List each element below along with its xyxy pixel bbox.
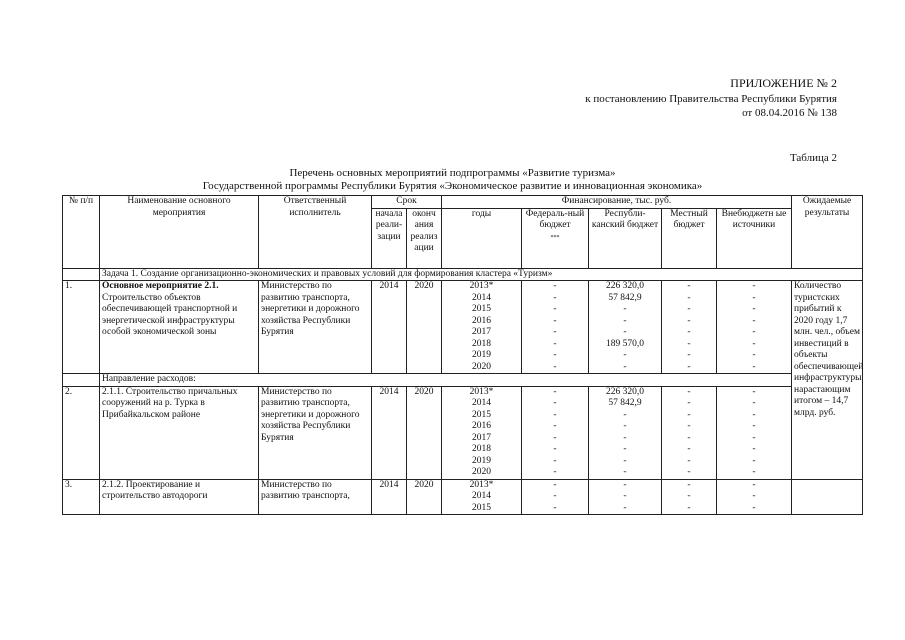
row-offbudget: - [717, 386, 792, 398]
row-offbudget: - [717, 316, 792, 328]
row-federal: - [522, 467, 589, 479]
row-federal: - [522, 456, 589, 468]
row-name-text: 2.1.2. Проектирование и строительство автодороги [102, 479, 208, 501]
row-offbudget: - [717, 293, 792, 305]
row-federal: - [522, 281, 589, 293]
document-title-line1: Перечень основных мероприятий подпрограммы «Развитие туризма» [289, 167, 616, 179]
row-years: 2015 [442, 503, 522, 515]
row-federal: - [522, 304, 589, 316]
col-term: Срок [372, 196, 442, 209]
header-row-1 [63, 196, 863, 209]
row-federal: - [522, 398, 589, 410]
row-years: 2014 [442, 491, 522, 503]
row-offbudget: - [717, 350, 792, 362]
row-offbudget: - [717, 421, 792, 433]
direction-row [63, 374, 863, 387]
federal-note: *** [550, 234, 560, 241]
decree-date: от 08.04.2016 № 138 [742, 107, 837, 119]
table-row [63, 386, 863, 398]
measures-table [62, 195, 863, 515]
expected-result: Количество туристских прибытий к 2020 году 1,7 млн. чел., объем инвестиций в объекты обеспечивающей инфраструктуры нарастающим итогом – 14,7 млрд. руб. [792, 281, 863, 480]
row-years: 2017 [442, 327, 522, 339]
row-republic: - [589, 467, 662, 479]
row-responsible: Министерство по развитию транспорта, [259, 479, 372, 515]
col-end: оконч ания реализ ации [407, 208, 442, 268]
col-result: Ожидаемые результаты [792, 196, 863, 269]
row-republic: - [589, 491, 662, 503]
direction-text: Направление расходов: [100, 374, 792, 387]
row-years: 2017 [442, 433, 522, 445]
row-republic: - [589, 304, 662, 316]
row-local: - [662, 350, 717, 362]
row-local: - [662, 293, 717, 305]
row-republic: - [589, 327, 662, 339]
row-federal: - [522, 479, 589, 491]
row-offbudget: - [717, 444, 792, 456]
row-result-empty [792, 479, 863, 515]
row-years: 2013* [442, 386, 522, 398]
col-start: начала реали-зации [372, 208, 407, 268]
document-title-line2: Государственной программы Республики Бурятия «Экономическое развитие и инновационная экономика» [202, 180, 703, 192]
col-local: Местный бюджет [662, 208, 717, 268]
row-offbudget: - [717, 362, 792, 374]
row-local: - [662, 281, 717, 293]
decree-reference: к постановлению Правительства Республики Бурятия [585, 93, 837, 105]
row-years: 2019 [442, 456, 522, 468]
row-name [100, 479, 259, 515]
row-years: 2015 [442, 304, 522, 316]
task-text: Задача 1. Создание организационно-экономических и правовых условий для формирования кластера «Туризм» [100, 268, 863, 281]
col-federal: Федераль-ный бюджет *** [522, 208, 589, 268]
row-local: - [662, 386, 717, 398]
row-offbudget: - [717, 281, 792, 293]
row-years: 2013* [442, 281, 522, 293]
row-offbudget: - [717, 503, 792, 515]
row-name-bold: Основное мероприятие 2.1. [102, 281, 219, 291]
row-federal: - [522, 386, 589, 398]
row-republic: - [589, 456, 662, 468]
row-offbudget: - [717, 433, 792, 445]
row-years: 2018 [442, 444, 522, 456]
row-years: 2020 [442, 467, 522, 479]
row-offbudget: - [717, 456, 792, 468]
row-responsible: Министерство по развитию транспорта, энергетики и дорожного хозяйства Республики Бурятия [259, 281, 372, 374]
row-offbudget: - [717, 339, 792, 351]
row-offbudget: - [717, 410, 792, 422]
row-start: 2014 [372, 281, 407, 374]
row-end: 2020 [407, 281, 442, 374]
row-republic: 57 842,9 [589, 293, 662, 305]
row-local: - [662, 433, 717, 445]
row-name-text: Строительство объектов обеспечивающей транспортной и энергетической инфраструктуры особой экономической зоны [102, 292, 238, 337]
row-republic: 57 842,9 [589, 398, 662, 410]
row-years: 2016 [442, 421, 522, 433]
row-name-text: 2.1.1. Строительство причальных сооружений на р. Турка в Прибайкальском районе [102, 386, 238, 420]
row-republic: - [589, 410, 662, 422]
row-federal: - [522, 362, 589, 374]
row-federal: - [522, 350, 589, 362]
row-local: - [662, 491, 717, 503]
row-federal: - [522, 503, 589, 515]
row-federal: - [522, 491, 589, 503]
row-local: - [662, 421, 717, 433]
row-offbudget: - [717, 327, 792, 339]
row-years: 2018 [442, 339, 522, 351]
task-row [63, 268, 863, 281]
row-local: - [662, 339, 717, 351]
row-federal: - [522, 444, 589, 456]
row-republic: 189 570,0 [589, 339, 662, 351]
row-republic: - [589, 433, 662, 445]
row-end: 2020 [407, 479, 442, 515]
row-offbudget: - [717, 479, 792, 491]
row-local: - [662, 410, 717, 422]
table-row [63, 479, 863, 491]
row-republic: - [589, 350, 662, 362]
row-republic: - [589, 479, 662, 491]
col-num: № п/п [63, 196, 100, 269]
row-offbudget: - [717, 398, 792, 410]
row-offbudget: - [717, 467, 792, 479]
col-years: годы [442, 208, 522, 268]
row-num: 3. [63, 479, 100, 515]
row-republic: - [589, 503, 662, 515]
row-republic: 226 320,0 [589, 386, 662, 398]
row-years: 2015 [442, 410, 522, 422]
row-years: 2014 [442, 293, 522, 305]
row-local: - [662, 398, 717, 410]
row-local: - [662, 444, 717, 456]
row-start: 2014 [372, 479, 407, 515]
row-years: 2014 [442, 398, 522, 410]
appendix-heading: ПРИЛОЖЕНИЕ № 2 [730, 76, 837, 90]
row-offbudget: - [717, 304, 792, 316]
row-end: 2020 [407, 386, 442, 479]
row-local: - [662, 304, 717, 316]
row-republic: - [589, 316, 662, 328]
row-federal: - [522, 433, 589, 445]
row-federal: - [522, 339, 589, 351]
row-num: 2. [63, 386, 100, 479]
col-republic: Республи-канский бюджет [589, 208, 662, 268]
row-local: - [662, 467, 717, 479]
row-responsible: Министерство по развитию транспорта, энергетики и дорожного хозяйства Республики Бурятия [259, 386, 372, 479]
row-federal: - [522, 327, 589, 339]
col-resp: Ответственный исполнитель [259, 196, 372, 269]
row-name [100, 281, 259, 374]
row-local: - [662, 503, 717, 515]
row-start: 2014 [372, 386, 407, 479]
row-federal: - [522, 293, 589, 305]
row-republic: - [589, 421, 662, 433]
row-federal: - [522, 316, 589, 328]
row-federal: - [522, 421, 589, 433]
col-financing: Финансирование, тыс. руб. [442, 196, 792, 209]
table-row [63, 281, 863, 293]
direction-num [63, 374, 100, 387]
row-years: 2013* [442, 479, 522, 491]
row-offbudget: - [717, 491, 792, 503]
col-offbudget: Внебюджетн ые источники [717, 208, 792, 268]
row-years: 2016 [442, 316, 522, 328]
row-num: 1. [63, 281, 100, 374]
row-years: 2020 [442, 362, 522, 374]
row-federal: - [522, 410, 589, 422]
row-local: - [662, 327, 717, 339]
row-name [100, 386, 259, 479]
row-local: - [662, 362, 717, 374]
row-republic: - [589, 362, 662, 374]
row-local: - [662, 479, 717, 491]
table-label: Таблица 2 [789, 152, 837, 164]
col-name: Наименование основного мероприятия [100, 196, 259, 269]
row-republic: 226 320,0 [589, 281, 662, 293]
row-republic: - [589, 444, 662, 456]
row-years: 2019 [442, 350, 522, 362]
row-local: - [662, 316, 717, 328]
row-local: - [662, 456, 717, 468]
